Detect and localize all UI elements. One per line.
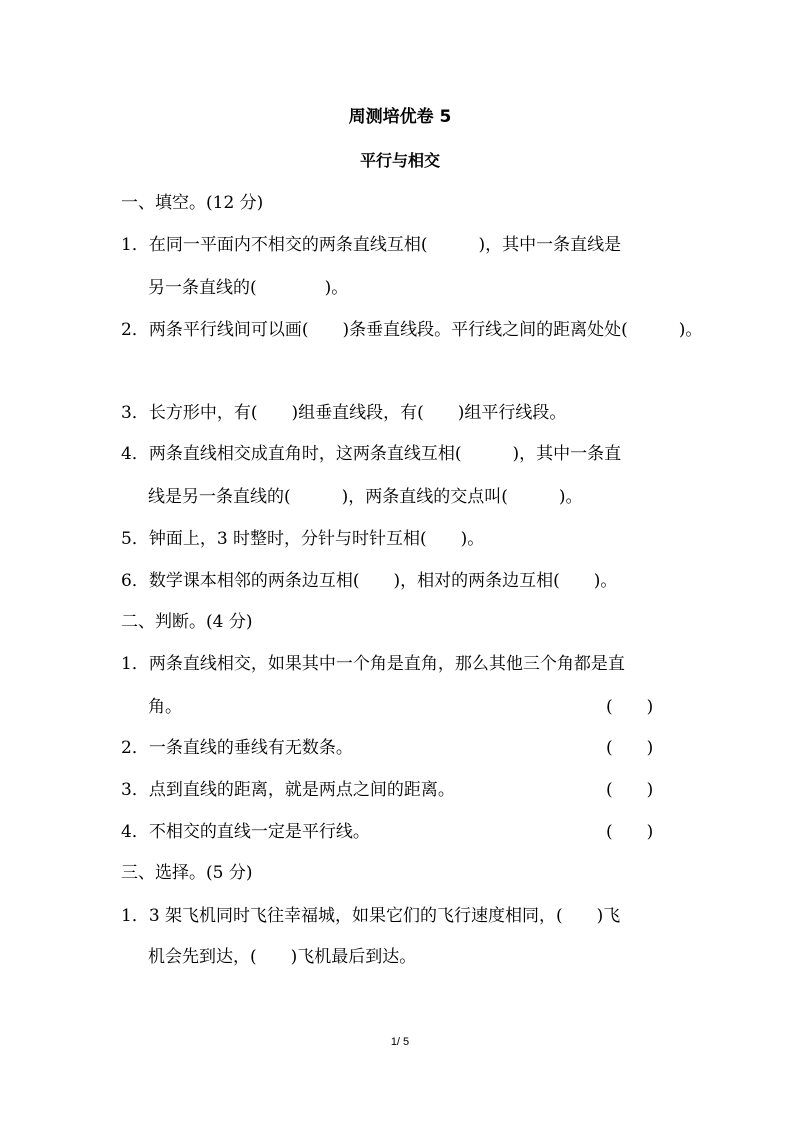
- section-heading-fill-in: 一、填空。(12 分): [121, 193, 264, 213]
- judge-q4-answer-box[interactable]: ( ): [606, 822, 654, 842]
- fill-q1-line2: 另一条直线的( )。: [148, 278, 349, 298]
- fill-q4-line2: 线是另一条直线的( )，两条直线的交点叫( )。: [148, 487, 583, 507]
- judge-q1-answer-box[interactable]: ( ): [606, 697, 654, 717]
- page-number: 1/ 5: [390, 1036, 410, 1048]
- section-heading-choice: 三、选择。(5 分): [121, 863, 253, 883]
- judge-q1-line1: 1．两条直线相交，如果其中一个角是直角，那么其他三个角都是直: [121, 654, 625, 674]
- judge-q4: 4．不相交的直线一定是平行线。: [121, 822, 370, 842]
- choice-q1-line1: 1．3 架飞机同时飞往幸福城，如果它们的飞行速度相同，( )飞: [121, 906, 621, 926]
- fill-q6: 6．数学课本相邻的两条边互相( )，相对的两条边互相( )。: [121, 571, 618, 591]
- judge-q2-answer-box[interactable]: ( ): [606, 738, 654, 758]
- judge-q3: 3．点到直线的距离，就是两点之间的距离。: [121, 780, 455, 800]
- section-heading-judge: 二、判断。(4 分): [121, 612, 253, 632]
- judge-q2: 2．一条直线的垂线有无数条。: [121, 738, 353, 758]
- page-title: 周测培优卷 5: [348, 107, 452, 127]
- judge-q3-answer-box[interactable]: ( ): [606, 780, 654, 800]
- fill-q4-line1: 4．两条直线相交成直角时，这两条直线互相( )，其中一条直: [121, 444, 622, 464]
- fill-q1-line1: 1．在同一平面内不相交的两条直线互相( )，其中一条直线是: [121, 235, 622, 255]
- fill-q3: 3．长方形中，有( )组垂直线段，有( )组平行线段。: [121, 403, 567, 423]
- fill-q5: 5．钟面上，3 时整时，分针与时针互相( )。: [121, 529, 485, 549]
- fill-q2: 2．两条平行线间可以画( )条垂直线段。平行线之间的距离处处( )。: [121, 320, 703, 340]
- judge-q1-line2: 角。: [148, 697, 182, 717]
- page-subtitle: 平行与相交: [359, 151, 440, 170]
- choice-q1-line2: 机会先到达，( )飞机最后到达。: [148, 947, 417, 967]
